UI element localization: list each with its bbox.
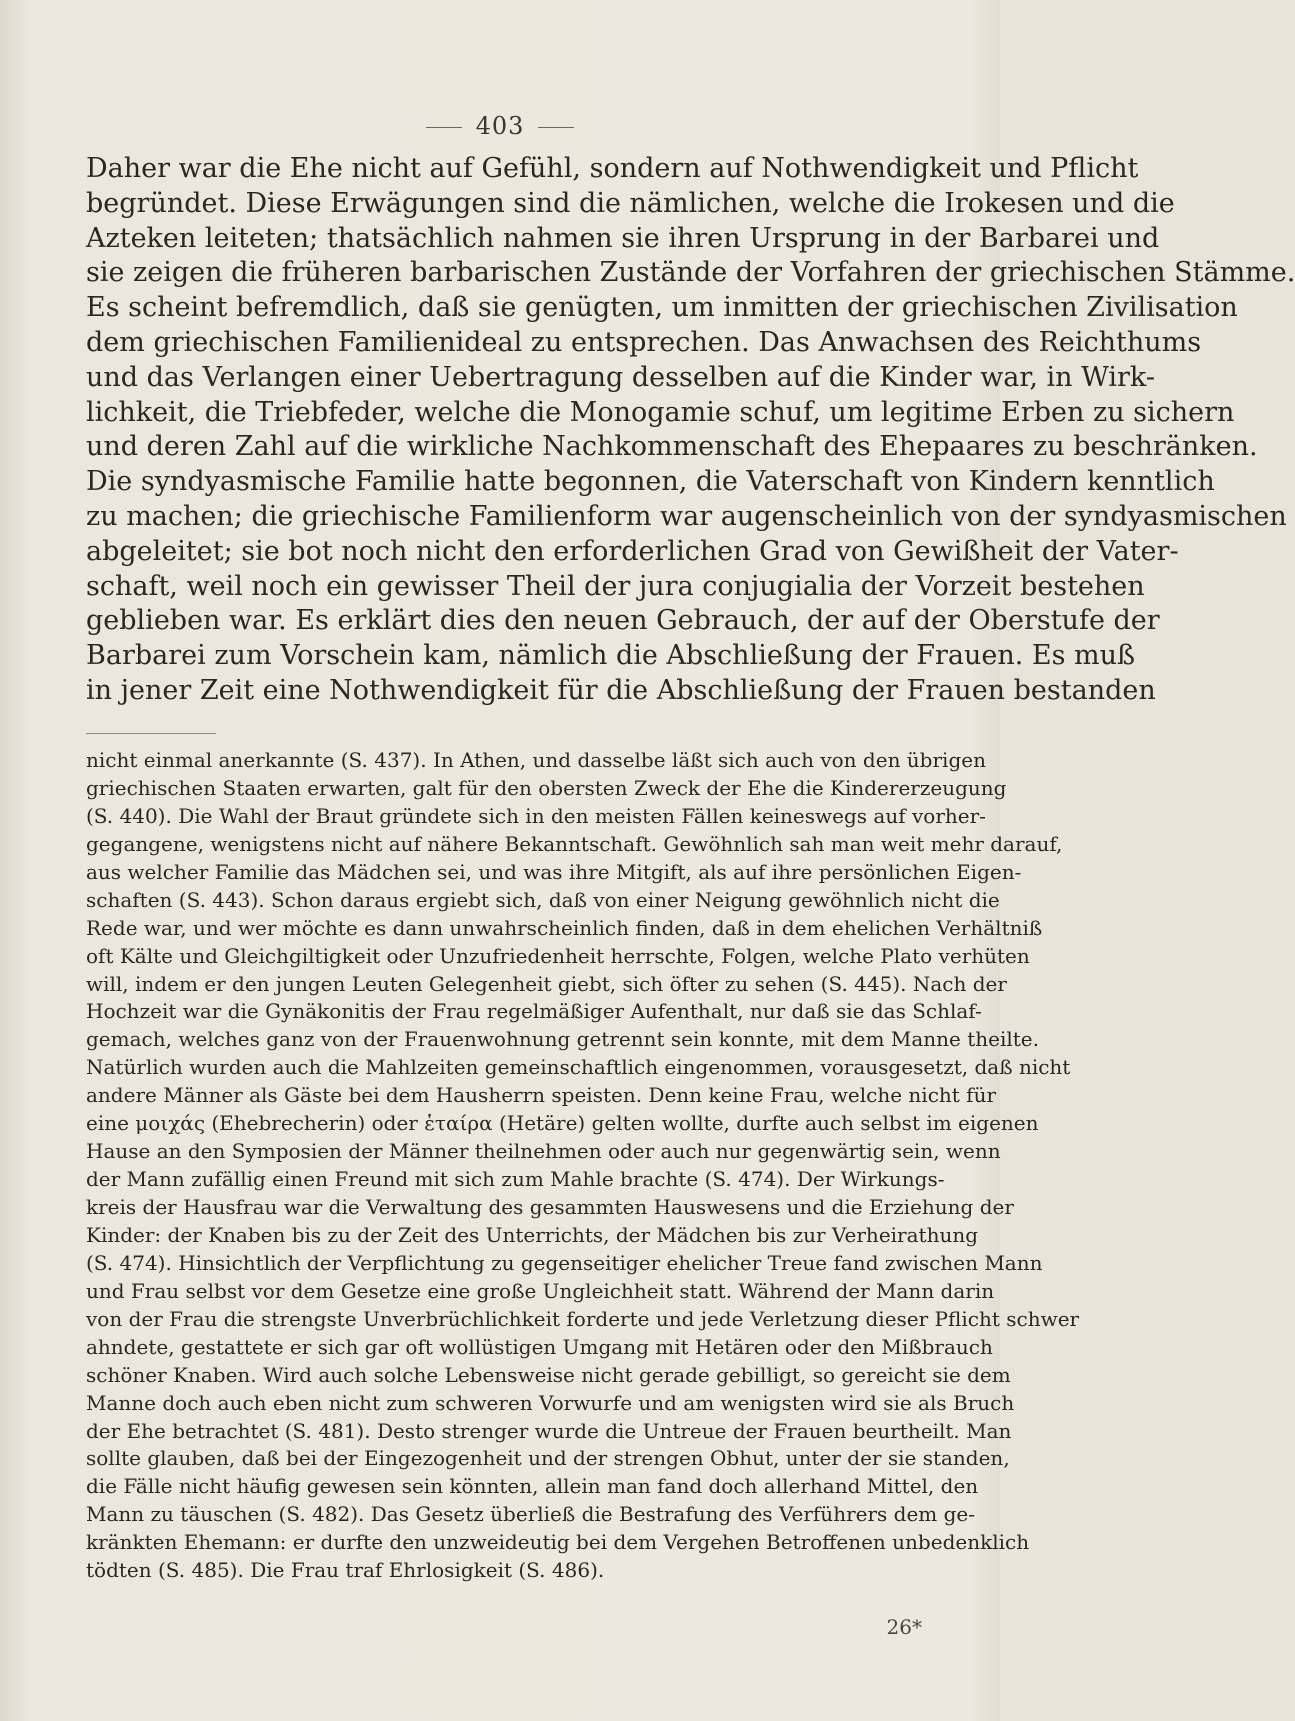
main-text-line: in jener Zeit eine Nothwendigkeit für die Abschließung der Frauen bestanden [86, 674, 1156, 706]
footnote-line: (S. 440). Die Wahl der Braut gründete sich in den meisten Fällen keineswegs auf vorher- [86, 803, 986, 828]
footnote-line: von der Frau die strengste Unverbrüchlichkeit forderte und jede Verletzung dieser Pflicht schwer [86, 1306, 1080, 1331]
main-text-line: geblieben war. Es erklärt dies den neuen Gebrauch, der auf der Oberstufe der [86, 605, 1160, 637]
footnote-line: Hause an den Symposien der Männer theilnehmen oder auch nur gegenwärtig sein, wenn [86, 1139, 1001, 1164]
footnote-line: eine μοιχάς (Ehebrecherin) oder ἑταίρα (Hetäre) gelten wollte, durfte auch selbst im eigenen [86, 1111, 1039, 1136]
footnote-line: (S. 474). Hinsichtlich der Verpflichtung zu gegenseitiger ehelicher Treue fand zwischen Mann [86, 1250, 1043, 1275]
footnote-line: schöner Knaben. Wird auch solche Lebensweise nicht gerade gebilligt, so gereicht sie dem [86, 1362, 1011, 1387]
right-dash [538, 127, 574, 128]
main-text-line: Daher war die Ehe nicht auf Gefühl, sondern auf Nothwendigkeit und Pflicht [86, 153, 1139, 184]
footnote-separator [86, 733, 216, 734]
main-text-line: dem griechischen Familienideal zu entsprechen. Das Anwachsen des Reichthums [86, 326, 1202, 358]
main-text-line: Es scheint befremdlich, daß sie genügten, um inmitten der griechischen Zivilisation [86, 292, 1238, 324]
footnote-line: Natürlich wurden auch die Mahlzeiten gemeinschaftlich eingenommen, vorausgesetzt, daß nicht [86, 1055, 1071, 1080]
footnote-line: tödten (S. 485). Die Frau traf Ehrlosigkeit (S. 486). [86, 1558, 605, 1583]
main-text [86, 152, 1295, 709]
footnote-line: kreis der Hausfrau war die Verwaltung des gesammten Hauswesens und die Erziehung der [86, 1195, 1014, 1219]
footnote-line: ahndete, gestattete er sich gar oft wollüstigen Umgang mit Hetären oder den Mißbrauch [86, 1334, 993, 1359]
main-text-line: Azteken leiteten; thatsächlich nahmen sie ihren Ursprung in der Barbarei und [86, 222, 1160, 254]
footnote-line: sollte glauben, daß bei der Eingezogenheit und der strengen Obhut, unter der sie standen, [86, 1446, 1010, 1471]
signature-mark: 26* [886, 1615, 922, 1639]
main-text-line: sie zeigen die früheren barbarischen Zustände der Vorfahren der griechischen Stämme. [86, 257, 1295, 289]
footnote-line: will, indem er den jungen Leuten Gelegenheit giebt, sich öfter zu sehen (S. 445). Nach der [86, 971, 1007, 996]
main-text-line: zu machen; die griechische Familienform war augenscheinlich von der syndyasmischen [86, 500, 1287, 532]
footnote-line: der Ehe betrachtet (S. 481). Desto strenger wurde die Untreue der Frauen beurtheilt. Man [86, 1418, 1012, 1443]
main-text-line: und deren Zahl auf die wirkliche Nachkommenschaft des Ehepaares zu beschränken. [86, 431, 1258, 463]
footnote-line: Rede war, und wer möchte es dann unwahrscheinlich finden, daß in dem ehelichen Verhältniß [86, 915, 1043, 940]
footnote-line: kränkten Ehemann: er durfte den unzweideutig bei dem Vergehen Betroffenen unbedenklich [86, 1530, 1030, 1555]
footnote-line: und Frau selbst vor dem Gesetze eine große Ungleichheit statt. Während der Mann darin [86, 1278, 995, 1303]
footnote-line: aus welcher Familie das Mädchen sei, und was ihre Mitgift, als auf ihre persönlichen Eigen- [86, 859, 1022, 884]
footnote-line: Kinder: der Knaben bis zu der Zeit des Unterrichts, der Mädchen bis zur Verheirathung [86, 1222, 979, 1247]
footnote-line: Mann zu täuschen (S. 482). Das Gesetz überließ die Bestrafung des Verführers dem ge- [86, 1502, 976, 1527]
footnote-line: die Fälle nicht häufig gewesen sein könnten, allein man fand doch allerhand Mittel, den [86, 1474, 979, 1499]
footnote-line: andere Männer als Gäste bei dem Hausherrn speisten. Denn keine Frau, welche nicht für [86, 1083, 997, 1108]
footnote-line: gemach, welches ganz von der Frauenwohnung getrennt sein konnte, mit dem Manne theilte. [86, 1027, 1039, 1052]
footnote-line: nicht einmal anerkannte (S. 437). In Athen, und dasselbe läßt sich auch von den übrigen [86, 748, 986, 772]
footnote-line: gegangene, wenigstens nicht auf nähere Bekanntschaft. Gewöhnlich sah man weit mehr darauf, [86, 831, 1063, 856]
main-text-line: und das Verlangen einer Uebertragung desselben auf die Kinder war, in Wirk- [86, 361, 1155, 393]
main-text-line: Die syndyasmische Familie hatte begonnen, die Vaterschaft von Kindern kenntlich [86, 466, 1215, 498]
main-text-line: Barbarei zum Vorschein kam, nämlich die Abschließung der Frauen. Es muß [86, 640, 1136, 672]
footnote-text [86, 747, 1080, 1585]
footnote-line: Manne doch auch eben nicht zum schweren Vorwurfe und am wenigsten wird sie als Bruch [86, 1390, 1015, 1415]
footnote-line: der Mann zufällig einen Freund mit sich zum Mahle brachte (S. 474). Der Wirkungs- [86, 1167, 945, 1192]
left-dash [426, 127, 462, 128]
footnote-line: Hochzeit war die Gynäkonitis der Frau regelmäßiger Aufenthalt, nur daß sie das Schlaf- [86, 999, 982, 1024]
main-text-line: abgeleitet; sie bot noch nicht den erforderlichen Grad von Gewißheit der Vater- [86, 535, 1179, 567]
main-text-line: begründet. Diese Erwägungen sind die nämlichen, welche die Irokesen und die [86, 187, 1175, 219]
main-text-line: schaft, weil noch ein gewisser Theil der jura conjugialia der Vorzeit bestehen [86, 570, 1145, 602]
page-number-header [0, 112, 1000, 140]
footnote-line: oft Kälte und Gleichgiltigkeit oder Unzufriedenheit herrschte, Folgen, welche Plato verhüten [86, 943, 1030, 968]
page-number: 403 [475, 112, 525, 140]
footnote-line: griechischen Staaten erwarten, galt für den obersten Zweck der Ehe die Kindererzeugung [86, 775, 1007, 800]
footnote-line: schaften (S. 443). Schon daraus ergiebt sich, daß von einer Neigung gewöhnlich nicht die [86, 887, 1000, 912]
main-text-line: lichkeit, die Triebfeder, welche die Monogamie schuf, um legitime Erben zu sichern [86, 396, 1235, 428]
